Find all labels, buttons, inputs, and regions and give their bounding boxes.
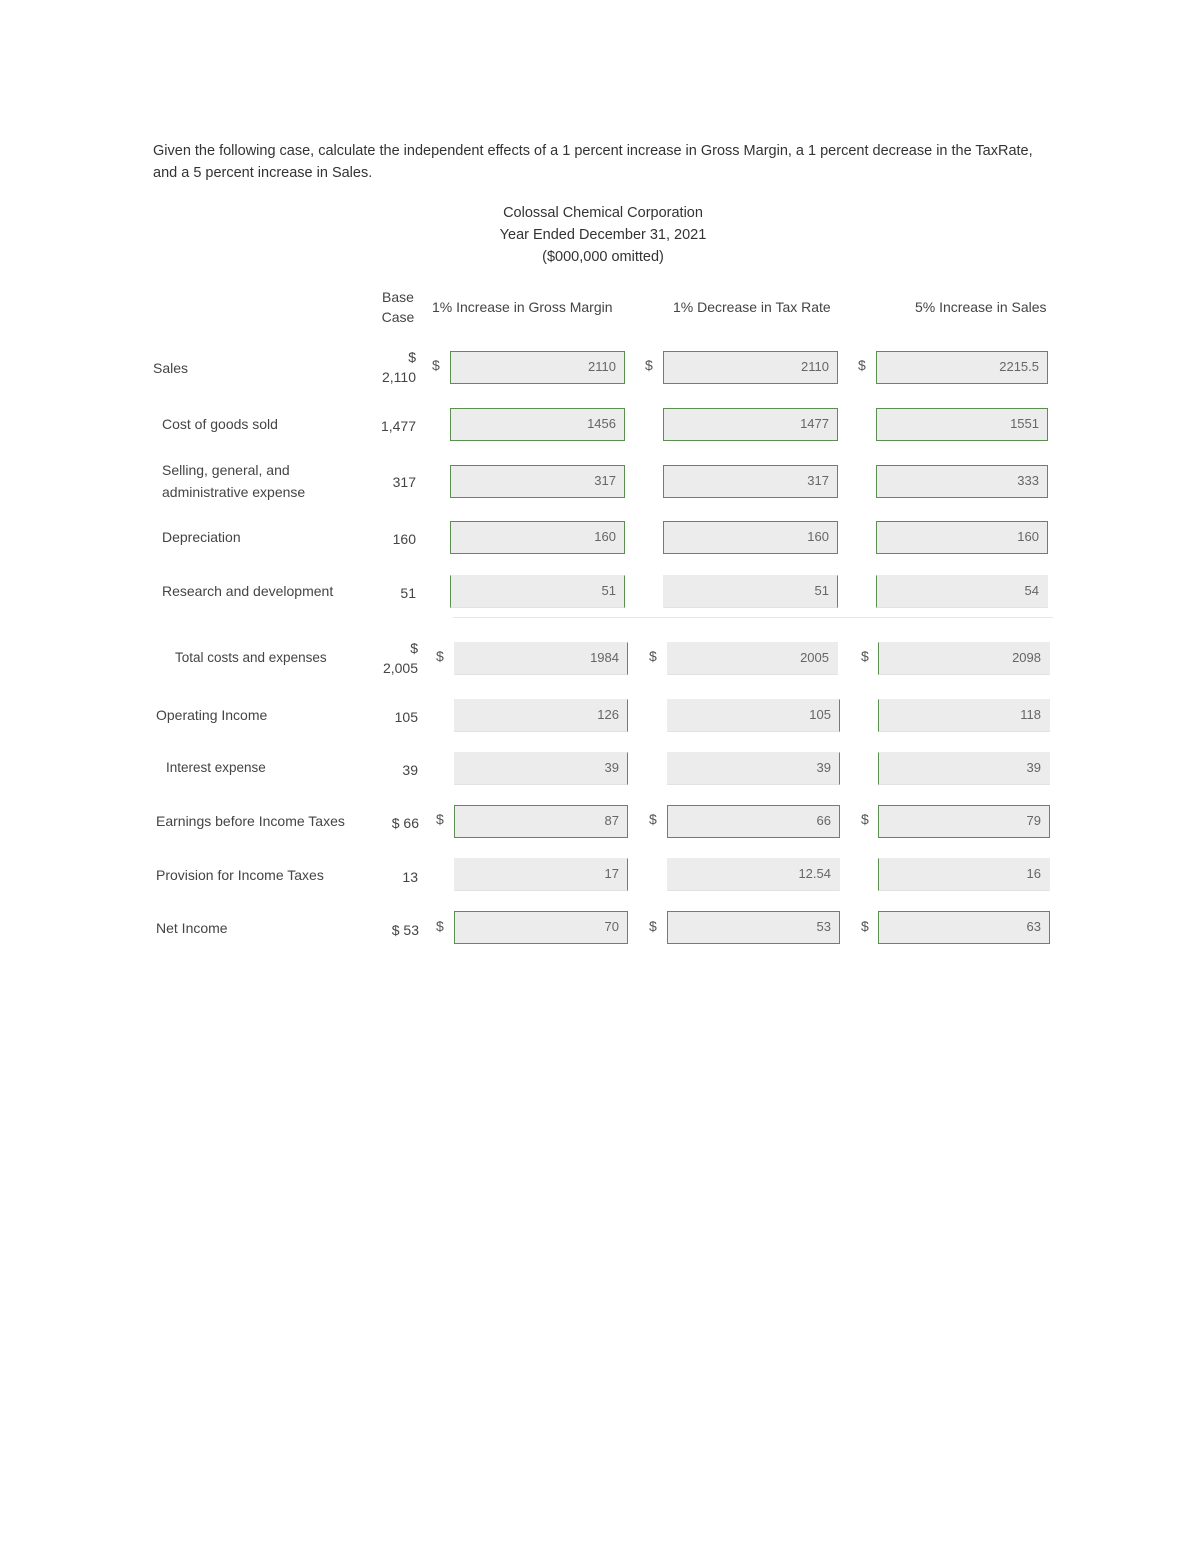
input-sales-gross-margin[interactable]: 2110 [450, 351, 625, 384]
base-sales: $ 2,110 [382, 349, 416, 385]
dollar-sign: $ [649, 811, 657, 827]
input-rnd-sales[interactable]: 54 [876, 575, 1048, 608]
base-ebit: $ 66 [391, 815, 419, 831]
statement-header [453, 202, 753, 268]
subtotal-divider [453, 617, 1053, 618]
row-label-depreciation: Depreciation [162, 529, 241, 545]
dollar-sign: $ [858, 357, 866, 373]
input-sales-sales[interactable]: 2215.5 [876, 351, 1048, 384]
column-header-sales: 5% Increase in Sales [915, 299, 1047, 315]
statement-period: Year Ended December 31, 2021 [499, 227, 707, 243]
dollar-sign: $ [432, 357, 440, 373]
dollar-sign: $ [436, 811, 444, 827]
base-research-development: 51 [400, 585, 416, 601]
input-provision-gross-margin[interactable]: 17 [454, 858, 628, 891]
dollar-sign: $ [645, 357, 653, 373]
units-note: ($000,000 omitted) [542, 249, 664, 265]
company-name: Colossal Chemical Corporation [503, 205, 703, 221]
row-label-operating-income: Operating Income [156, 707, 268, 723]
input-depreciation-tax-rate[interactable]: 160 [663, 521, 838, 554]
input-cogs-sales[interactable]: 1551 [876, 408, 1048, 441]
input-total-gross-margin[interactable]: 1984 [454, 642, 628, 675]
input-sga-sales[interactable]: 333 [876, 465, 1048, 498]
base-operating-income: 105 [394, 709, 418, 725]
row-label-research-development: Research and development [162, 583, 334, 599]
row-label-ebit: Earnings before Income Taxes [156, 813, 345, 829]
input-opinc-sales[interactable]: 118 [878, 699, 1050, 732]
base-interest-expense: 39 [402, 762, 418, 778]
input-ebit-gross-margin[interactable]: 87 [454, 805, 628, 838]
base-cogs: 1,477 [380, 418, 416, 434]
row-label-net-income: Net Income [156, 920, 228, 936]
input-interest-tax-rate[interactable]: 39 [667, 752, 840, 785]
base-total-costs: $ 2,005 [382, 640, 418, 676]
input-cogs-tax-rate[interactable]: 1477 [663, 408, 838, 441]
column-header-tax-rate: 1% Decrease in Tax Rate [673, 299, 831, 315]
dollar-sign: $ [861, 918, 869, 934]
input-depreciation-sales[interactable]: 160 [876, 521, 1048, 554]
input-sales-tax-rate[interactable]: 2110 [663, 351, 838, 384]
input-total-sales[interactable]: 2098 [878, 642, 1050, 675]
dollar-sign: $ [436, 648, 444, 664]
input-net-sales[interactable]: 63 [878, 911, 1050, 944]
input-ebit-sales[interactable]: 79 [878, 805, 1050, 838]
dollar-sign: $ [861, 648, 869, 664]
instructions-text: Given the following case, calculate the independent effects of a 1 percent increase in Gross Margin, a 1 percent decrease in the TaxRate, and a 5 percent increase in Sales. [153, 143, 1033, 181]
input-provision-tax-rate[interactable]: 12.54 [667, 858, 840, 891]
row-label-provision-taxes: Provision for Income Taxes [156, 867, 324, 883]
input-rnd-tax-rate[interactable]: 51 [663, 575, 838, 608]
base-provision-taxes: 13 [402, 869, 418, 885]
input-interest-gross-margin[interactable]: 39 [454, 752, 628, 785]
input-net-tax-rate[interactable]: 53 [667, 911, 840, 944]
row-label-sga: Selling, general, and administrative expense [162, 462, 306, 500]
row-label-total-costs: Total costs and expenses [175, 650, 327, 665]
input-sga-tax-rate[interactable]: 317 [663, 465, 838, 498]
input-depreciation-gross-margin[interactable]: 160 [450, 521, 625, 554]
input-opinc-gross-margin[interactable]: 126 [454, 699, 628, 732]
dollar-sign: $ [649, 648, 657, 664]
input-total-tax-rate[interactable]: 2005 [667, 642, 838, 675]
input-opinc-tax-rate[interactable]: 105 [667, 699, 840, 732]
dollar-sign: $ [436, 918, 444, 934]
column-header-gross-margin: 1% Increase in Gross Margin [432, 299, 613, 315]
column-header-base-case: Base Case [381, 289, 415, 325]
row-label-cogs: Cost of goods sold [162, 416, 278, 432]
base-sga: 317 [392, 474, 416, 490]
input-provision-sales[interactable]: 16 [878, 858, 1050, 891]
input-net-gross-margin[interactable]: 70 [454, 911, 628, 944]
input-cogs-gross-margin[interactable]: 1456 [450, 408, 625, 441]
dollar-sign: $ [861, 811, 869, 827]
input-rnd-gross-margin[interactable]: 51 [450, 575, 625, 608]
base-depreciation: 160 [392, 531, 416, 547]
dollar-sign: $ [649, 918, 657, 934]
input-sga-gross-margin[interactable]: 317 [450, 465, 625, 498]
input-interest-sales[interactable]: 39 [878, 752, 1050, 785]
base-net-income: $ 53 [391, 922, 419, 938]
row-label-sales: Sales [153, 360, 189, 376]
input-ebit-tax-rate[interactable]: 66 [667, 805, 840, 838]
row-label-interest-expense: Interest expense [166, 760, 266, 775]
